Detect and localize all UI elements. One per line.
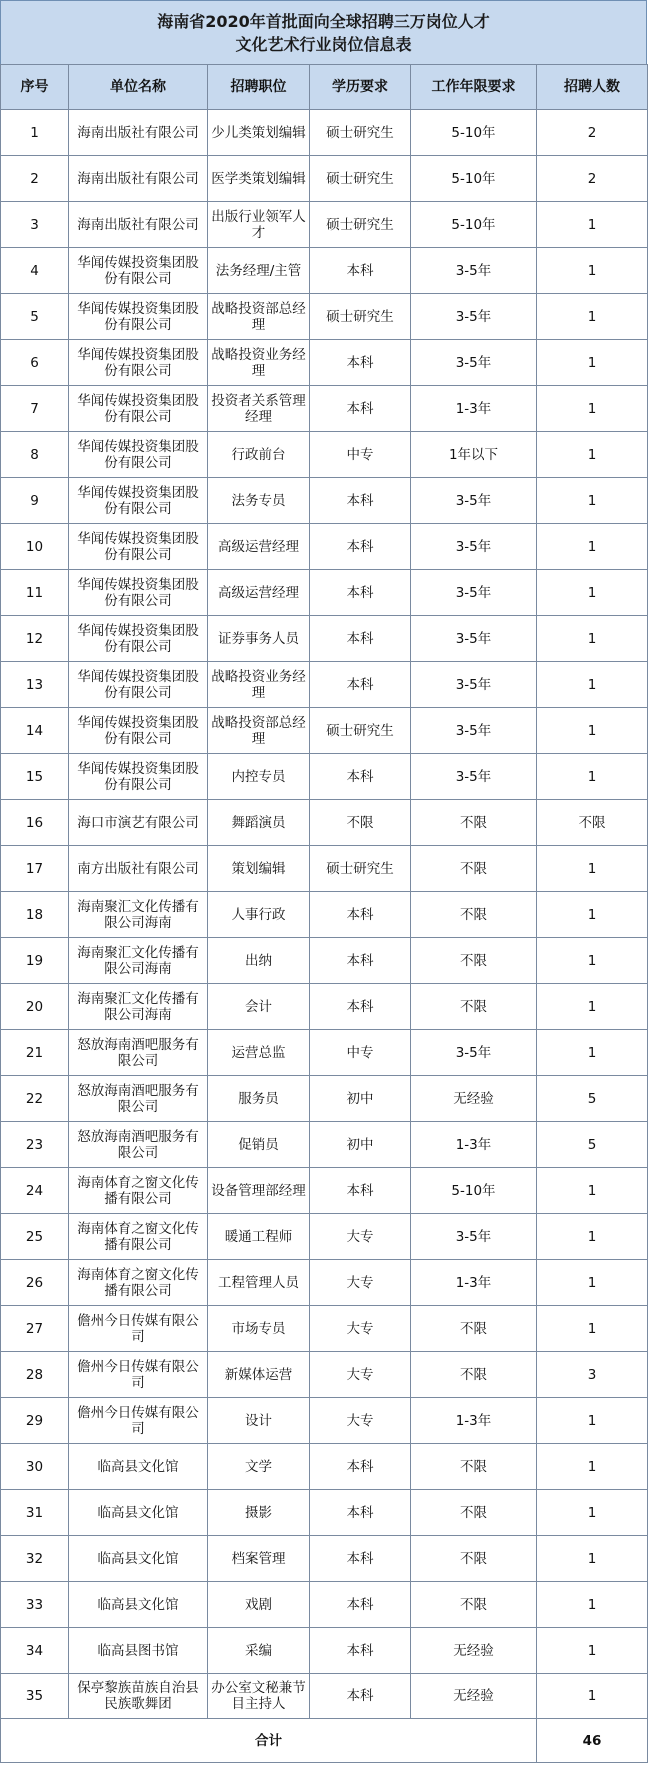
cell-index: 21 [1, 1030, 69, 1076]
cell-headcount: 1 [537, 294, 648, 340]
cell-experience: 3-5年 [411, 662, 537, 708]
cell-company: 海南体育之窗文化传播有限公司 [69, 1260, 208, 1306]
cell-position: 办公室文秘兼节目主持人 [208, 1674, 310, 1719]
table-row [1, 1444, 648, 1490]
cell-position: 摄影 [208, 1490, 310, 1536]
table-row [1, 524, 648, 570]
cell-position: 会计 [208, 984, 310, 1030]
cell-education: 中专 [310, 432, 411, 478]
cell-education: 本科 [310, 1490, 411, 1536]
cell-index: 2 [1, 156, 69, 202]
cell-education: 本科 [310, 938, 411, 984]
header-education: 学历要求 [310, 65, 411, 110]
table-title [0, 0, 647, 64]
cell-company: 华闻传媒投资集团股份有限公司 [69, 386, 208, 432]
cell-education: 硕士研究生 [310, 110, 411, 156]
table-row [1, 1490, 648, 1536]
table-row [1, 386, 648, 432]
cell-education: 大专 [310, 1306, 411, 1352]
cell-headcount: 1 [537, 478, 648, 524]
cell-experience: 不限 [411, 938, 537, 984]
cell-position: 战略投资业务经理 [208, 340, 310, 386]
cell-headcount: 2 [537, 156, 648, 202]
cell-position: 法务专员 [208, 478, 310, 524]
cell-company: 华闻传媒投资集团股份有限公司 [69, 570, 208, 616]
cell-position: 服务员 [208, 1076, 310, 1122]
cell-headcount: 1 [537, 1444, 648, 1490]
cell-position: 促销员 [208, 1122, 310, 1168]
table-row [1, 938, 648, 984]
cell-experience: 不限 [411, 1490, 537, 1536]
cell-position: 战略投资业务经理 [208, 662, 310, 708]
cell-index: 1 [1, 110, 69, 156]
table-row [1, 846, 648, 892]
cell-experience: 5-10年 [411, 1168, 537, 1214]
cell-experience: 5-10年 [411, 156, 537, 202]
cell-index: 12 [1, 616, 69, 662]
cell-company: 海南体育之窗文化传播有限公司 [69, 1168, 208, 1214]
cell-position: 法务经理/主管 [208, 248, 310, 294]
cell-education: 本科 [310, 524, 411, 570]
cell-index: 8 [1, 432, 69, 478]
cell-index: 9 [1, 478, 69, 524]
cell-education: 硕士研究生 [310, 202, 411, 248]
cell-education: 硕士研究生 [310, 846, 411, 892]
header-row [1, 65, 648, 110]
cell-company: 华闻传媒投资集团股份有限公司 [69, 662, 208, 708]
cell-index: 23 [1, 1122, 69, 1168]
cell-experience: 3-5年 [411, 1030, 537, 1076]
cell-education: 大专 [310, 1214, 411, 1260]
cell-position: 舞蹈演员 [208, 800, 310, 846]
cell-position: 设备管理部经理 [208, 1168, 310, 1214]
cell-position: 人事行政 [208, 892, 310, 938]
table-row [1, 708, 648, 754]
cell-experience: 不限 [411, 892, 537, 938]
cell-headcount: 1 [537, 1582, 648, 1628]
table-row [1, 1352, 648, 1398]
cell-experience: 1年以下 [411, 432, 537, 478]
cell-headcount: 1 [537, 938, 648, 984]
cell-headcount: 5 [537, 1122, 648, 1168]
cell-experience: 3-5年 [411, 616, 537, 662]
cell-index: 7 [1, 386, 69, 432]
table-row [1, 570, 648, 616]
cell-headcount: 1 [537, 570, 648, 616]
cell-position: 暖通工程师 [208, 1214, 310, 1260]
cell-position: 工程管理人员 [208, 1260, 310, 1306]
cell-position: 档案管理 [208, 1536, 310, 1582]
cell-position: 投资者关系管理经理 [208, 386, 310, 432]
cell-company: 海南出版社有限公司 [69, 156, 208, 202]
cell-index: 25 [1, 1214, 69, 1260]
header-position: 招聘职位 [208, 65, 310, 110]
cell-index: 14 [1, 708, 69, 754]
cell-index: 28 [1, 1352, 69, 1398]
cell-position: 行政前台 [208, 432, 310, 478]
cell-index: 24 [1, 1168, 69, 1214]
cell-company: 海南体育之窗文化传播有限公司 [69, 1214, 208, 1260]
cell-experience: 5-10年 [411, 202, 537, 248]
cell-company: 临高县文化馆 [69, 1536, 208, 1582]
cell-position: 戏剧 [208, 1582, 310, 1628]
cell-company: 怒放海南酒吧服务有限公司 [69, 1076, 208, 1122]
table-row [1, 1398, 648, 1444]
cell-experience: 不限 [411, 1536, 537, 1582]
cell-experience: 3-5年 [411, 754, 537, 800]
header-experience: 工作年限要求 [411, 65, 537, 110]
header-headcount: 招聘人数 [537, 65, 648, 110]
cell-position: 高级运营经理 [208, 570, 310, 616]
cell-experience: 不限 [411, 846, 537, 892]
cell-company: 临高县文化馆 [69, 1582, 208, 1628]
table-row [1, 662, 648, 708]
cell-company: 保亭黎族苗族自治县民族歌舞团 [69, 1674, 208, 1719]
cell-headcount: 1 [537, 202, 648, 248]
cell-headcount: 3 [537, 1352, 648, 1398]
header-company: 单位名称 [69, 65, 208, 110]
cell-education: 本科 [310, 478, 411, 524]
table-row [1, 1076, 648, 1122]
cell-experience: 不限 [411, 1582, 537, 1628]
cell-experience: 1-3年 [411, 1122, 537, 1168]
cell-company: 临高县文化馆 [69, 1444, 208, 1490]
cell-headcount: 1 [537, 248, 648, 294]
cell-education: 初中 [310, 1122, 411, 1168]
cell-index: 22 [1, 1076, 69, 1122]
table-row [1, 110, 648, 156]
cell-experience: 无经验 [411, 1628, 537, 1674]
table-row [1, 156, 648, 202]
cell-position: 文学 [208, 1444, 310, 1490]
cell-position: 设计 [208, 1398, 310, 1444]
cell-experience: 不限 [411, 800, 537, 846]
cell-company: 华闻传媒投资集团股份有限公司 [69, 248, 208, 294]
cell-company: 临高县图书馆 [69, 1628, 208, 1674]
total-row [1, 1719, 648, 1763]
cell-index: 5 [1, 294, 69, 340]
cell-index: 27 [1, 1306, 69, 1352]
cell-position: 出纳 [208, 938, 310, 984]
cell-education: 大专 [310, 1260, 411, 1306]
table-row [1, 1030, 648, 1076]
cell-company: 华闻传媒投资集团股份有限公司 [69, 708, 208, 754]
cell-education: 本科 [310, 1628, 411, 1674]
cell-position: 市场专员 [208, 1306, 310, 1352]
table-row [1, 1122, 648, 1168]
cell-index: 6 [1, 340, 69, 386]
cell-headcount: 1 [537, 1398, 648, 1444]
cell-experience: 无经验 [411, 1674, 537, 1719]
cell-company: 海南聚汇文化传播有限公司海南 [69, 984, 208, 1030]
cell-index: 13 [1, 662, 69, 708]
cell-headcount: 1 [537, 846, 648, 892]
cell-headcount: 1 [537, 1536, 648, 1582]
cell-company: 儋州今日传媒有限公司 [69, 1306, 208, 1352]
table-row [1, 892, 648, 938]
cell-position: 运营总监 [208, 1030, 310, 1076]
cell-company: 海南聚汇文化传播有限公司海南 [69, 892, 208, 938]
table-row [1, 478, 648, 524]
cell-headcount: 1 [537, 754, 648, 800]
cell-education: 硕士研究生 [310, 156, 411, 202]
cell-education: 大专 [310, 1352, 411, 1398]
cell-index: 31 [1, 1490, 69, 1536]
cell-education: 本科 [310, 662, 411, 708]
cell-education: 本科 [310, 570, 411, 616]
cell-company: 华闻传媒投资集团股份有限公司 [69, 616, 208, 662]
cell-position: 战略投资部总经理 [208, 708, 310, 754]
cell-experience: 不限 [411, 1352, 537, 1398]
cell-index: 30 [1, 1444, 69, 1490]
cell-headcount: 1 [537, 1030, 648, 1076]
cell-experience: 不限 [411, 1306, 537, 1352]
table-row [1, 1582, 648, 1628]
total-label: 合计 [1, 1719, 537, 1763]
table-row [1, 754, 648, 800]
table-row [1, 294, 648, 340]
cell-index: 19 [1, 938, 69, 984]
cell-index: 33 [1, 1582, 69, 1628]
cell-education: 本科 [310, 386, 411, 432]
title-line-2: 文化艺术行业岗位信息表 [235, 34, 412, 54]
cell-company: 海南出版社有限公司 [69, 202, 208, 248]
cell-index: 16 [1, 800, 69, 846]
table-row [1, 340, 648, 386]
cell-experience: 无经验 [411, 1076, 537, 1122]
cell-education: 本科 [310, 340, 411, 386]
cell-education: 中专 [310, 1030, 411, 1076]
cell-headcount: 1 [537, 340, 648, 386]
cell-position: 少儿类策划编辑 [208, 110, 310, 156]
cell-experience: 不限 [411, 1444, 537, 1490]
cell-company: 儋州今日传媒有限公司 [69, 1398, 208, 1444]
table-row [1, 1674, 648, 1719]
cell-position: 新媒体运营 [208, 1352, 310, 1398]
cell-experience: 3-5年 [411, 478, 537, 524]
cell-index: 32 [1, 1536, 69, 1582]
cell-headcount: 1 [537, 1214, 648, 1260]
cell-headcount: 1 [537, 524, 648, 570]
cell-company: 海南出版社有限公司 [69, 110, 208, 156]
cell-headcount: 1 [537, 1260, 648, 1306]
cell-company: 华闻传媒投资集团股份有限公司 [69, 294, 208, 340]
cell-experience: 3-5年 [411, 248, 537, 294]
title-line-1: 海南省2020年首批面向全球招聘三万岗位人才 [157, 11, 490, 31]
table-row [1, 1306, 648, 1352]
cell-index: 35 [1, 1674, 69, 1719]
cell-experience: 3-5年 [411, 570, 537, 616]
cell-index: 15 [1, 754, 69, 800]
cell-education: 本科 [310, 754, 411, 800]
cell-headcount: 1 [537, 892, 648, 938]
cell-education: 硕士研究生 [310, 294, 411, 340]
cell-experience: 5-10年 [411, 110, 537, 156]
cell-index: 20 [1, 984, 69, 1030]
cell-company: 华闻传媒投资集团股份有限公司 [69, 432, 208, 478]
cell-index: 18 [1, 892, 69, 938]
cell-index: 3 [1, 202, 69, 248]
cell-company: 华闻传媒投资集团股份有限公司 [69, 340, 208, 386]
cell-company: 海南聚汇文化传播有限公司海南 [69, 938, 208, 984]
cell-headcount: 1 [537, 616, 648, 662]
table-row [1, 248, 648, 294]
cell-index: 29 [1, 1398, 69, 1444]
table-row [1, 202, 648, 248]
cell-position: 内控专员 [208, 754, 310, 800]
cell-experience: 1-3年 [411, 1260, 537, 1306]
job-info-table [0, 64, 648, 1763]
cell-headcount: 1 [537, 432, 648, 478]
table-row [1, 800, 648, 846]
cell-experience: 3-5年 [411, 1214, 537, 1260]
table-row [1, 616, 648, 662]
table-row [1, 984, 648, 1030]
cell-experience: 1-3年 [411, 386, 537, 432]
cell-company: 儋州今日传媒有限公司 [69, 1352, 208, 1398]
cell-position: 出版行业领军人才 [208, 202, 310, 248]
cell-company: 华闻传媒投资集团股份有限公司 [69, 478, 208, 524]
table-row [1, 1260, 648, 1306]
cell-education: 本科 [310, 1582, 411, 1628]
cell-company: 华闻传媒投资集团股份有限公司 [69, 754, 208, 800]
cell-company: 海口市演艺有限公司 [69, 800, 208, 846]
cell-index: 4 [1, 248, 69, 294]
table-row [1, 432, 648, 478]
table-body [1, 110, 648, 1719]
cell-experience: 3-5年 [411, 524, 537, 570]
cell-experience: 3-5年 [411, 294, 537, 340]
cell-position: 证券事务人员 [208, 616, 310, 662]
cell-index: 17 [1, 846, 69, 892]
cell-education: 硕士研究生 [310, 708, 411, 754]
cell-experience: 不限 [411, 984, 537, 1030]
cell-company: 南方出版社有限公司 [69, 846, 208, 892]
cell-education: 本科 [310, 616, 411, 662]
cell-education: 本科 [310, 248, 411, 294]
header-index: 序号 [1, 65, 69, 110]
cell-position: 策划编辑 [208, 846, 310, 892]
table-row [1, 1214, 648, 1260]
cell-headcount: 1 [537, 1674, 648, 1719]
cell-headcount: 1 [537, 1168, 648, 1214]
table-row [1, 1536, 648, 1582]
cell-headcount: 1 [537, 386, 648, 432]
cell-headcount: 1 [537, 662, 648, 708]
cell-headcount: 1 [537, 1306, 648, 1352]
table-row [1, 1168, 648, 1214]
cell-company: 华闻传媒投资集团股份有限公司 [69, 524, 208, 570]
cell-experience: 1-3年 [411, 1398, 537, 1444]
cell-headcount: 不限 [537, 800, 648, 846]
cell-position: 医学类策划编辑 [208, 156, 310, 202]
cell-education: 大专 [310, 1398, 411, 1444]
cell-index: 34 [1, 1628, 69, 1674]
cell-position: 战略投资部总经理 [208, 294, 310, 340]
cell-experience: 3-5年 [411, 340, 537, 386]
cell-education: 不限 [310, 800, 411, 846]
cell-experience: 3-5年 [411, 708, 537, 754]
cell-education: 本科 [310, 1674, 411, 1719]
cell-headcount: 1 [537, 984, 648, 1030]
cell-education: 本科 [310, 1444, 411, 1490]
cell-education: 本科 [310, 1536, 411, 1582]
cell-headcount: 1 [537, 1628, 648, 1674]
cell-position: 高级运营经理 [208, 524, 310, 570]
cell-education: 本科 [310, 1168, 411, 1214]
cell-position: 采编 [208, 1628, 310, 1674]
cell-education: 初中 [310, 1076, 411, 1122]
cell-headcount: 1 [537, 1490, 648, 1536]
cell-index: 10 [1, 524, 69, 570]
cell-education: 本科 [310, 892, 411, 938]
cell-company: 怒放海南酒吧服务有限公司 [69, 1030, 208, 1076]
cell-index: 26 [1, 1260, 69, 1306]
cell-headcount: 2 [537, 110, 648, 156]
cell-education: 本科 [310, 984, 411, 1030]
total-value: 46 [537, 1719, 648, 1763]
cell-company: 临高县文化馆 [69, 1490, 208, 1536]
table-row [1, 1628, 648, 1674]
cell-headcount: 1 [537, 708, 648, 754]
cell-company: 怒放海南酒吧服务有限公司 [69, 1122, 208, 1168]
cell-headcount: 5 [537, 1076, 648, 1122]
cell-index: 11 [1, 570, 69, 616]
